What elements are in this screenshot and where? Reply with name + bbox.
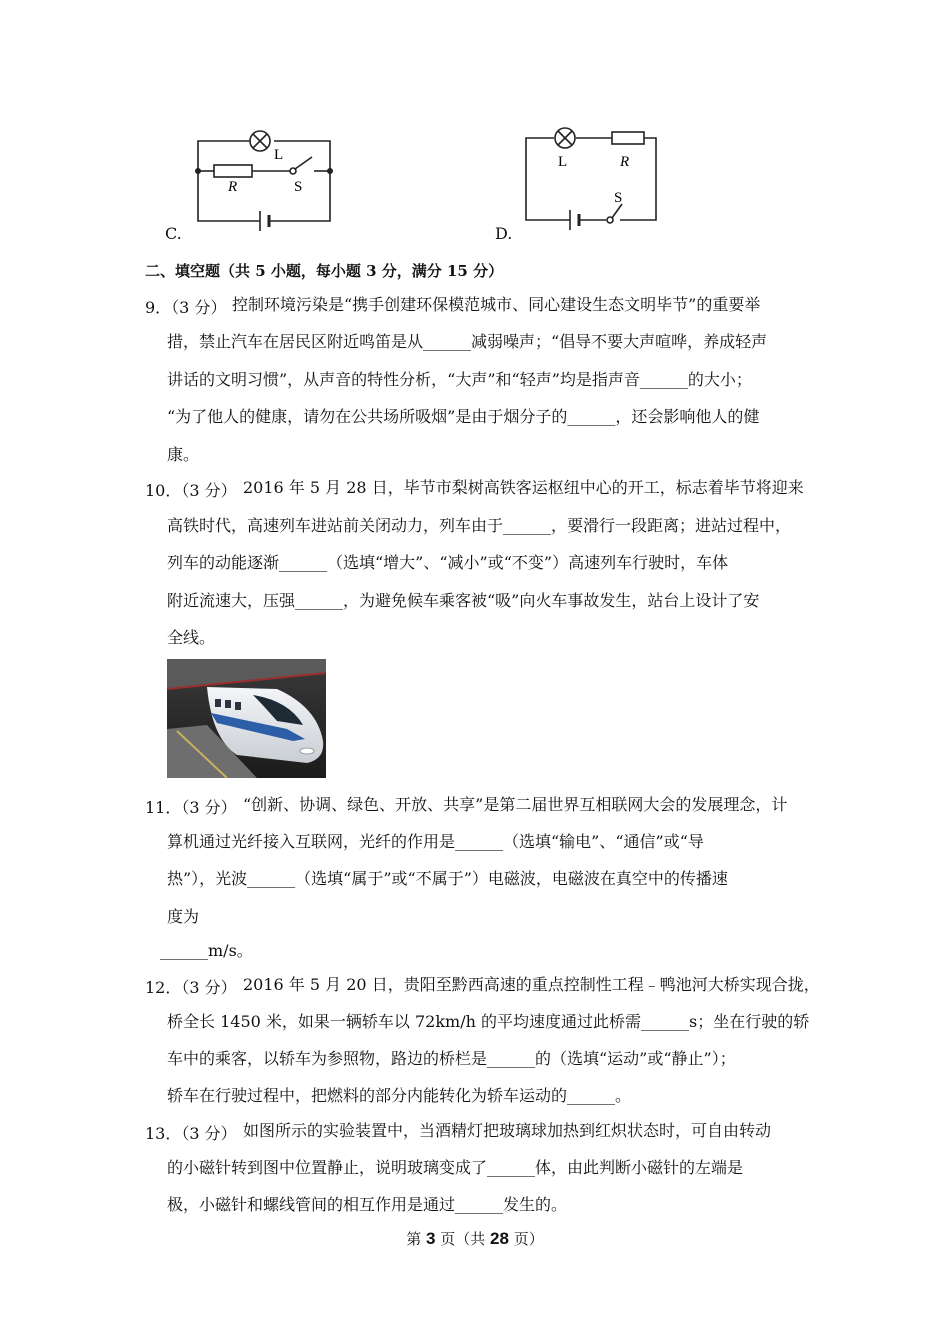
q10-line-5: 全线。 (167, 628, 216, 647)
q11-line-5: ______m/s。 (160, 941, 253, 960)
q10-line-2: 高铁时代，高速列车进站前关闭动力，列车由于______，要滑行一段距离；进站过程中， (167, 516, 792, 535)
q9-line-4: “为了他人的健康，请勿在公共场所吸烟”是由于烟分子的______，还会影响他人的健 (167, 407, 760, 426)
q9-line-1: 控制环境污染是“携手创建环保模范城市、同心建设生态文明毕节”的重要举 (232, 295, 761, 314)
footer-page-number: 3 (426, 1229, 436, 1248)
q13-line-1: 如图所示的实验装置中，当酒精灯把玻璃球加热到红炽状态时，可自由转动 (243, 1121, 772, 1140)
q11-line-1: “创新、协调、绿色、开放、共享”是第二届世界互相联网大会的发展理念，计 (243, 795, 788, 814)
q9-line-5: 康。 (167, 445, 200, 464)
lamp-label-c: L (274, 147, 284, 163)
q12-line-3: 车中的乘客，以轿车为参照物，路边的桥栏是______的（选填“运动”或“静止”）； (167, 1049, 736, 1068)
resistor-label-d: R (620, 154, 630, 170)
q9-line-2: 措，禁止汽车在居民区附近鸣笛是从______减弱噪声；“倡导不要大声喧哗，养成轻声 (167, 332, 768, 351)
q12-line-4: 轿车在行驶过程中，把燃料的部分内能转化为轿车运动的______。 (167, 1086, 632, 1105)
question-number-10: 10．（3 分） (145, 481, 237, 500)
question-number-13: 13．（3 分） (145, 1124, 237, 1143)
q12-line-1: 2016 年 5 月 20 日，贵阳至黔西高速的重点控制性工程﹣鸭池河大桥实现合拢， (243, 975, 820, 994)
q10-line-3: 列车的动能逐渐______（选填“增大”、“减小”或“不变”）高速列车行驶时，车体 (167, 553, 729, 572)
option-c-label: C. (165, 224, 182, 243)
page-footer (0, 1228, 950, 1249)
q12-line-2: 桥全长 1450 米，如果一辆轿车以 72km/h 的平均速度通过此桥需______s；坐在行驶的轿 (167, 1012, 810, 1031)
question-number-9: 9．（3 分） (145, 298, 227, 317)
option-d-label: D. (495, 224, 513, 243)
q9-line-3: 讲话的文明习惯”，从声音的特性分析，“大声”和“轻声”均是指声音______的大小； (167, 370, 752, 389)
footer-total-pages: 28 (490, 1229, 509, 1248)
q11-line-3: 热”），光波______（选填“属于”或“不属于”）电磁波，电磁波在真空中的传播速 (167, 869, 728, 888)
q10-line-1: 2016 年 5 月 28 日，毕节市梨树高铁客运枢纽中心的开工，标志着毕节将迎来 (243, 478, 804, 497)
footer-prefix: 第 (406, 1230, 427, 1248)
question-number-12: 12．（3 分） (145, 978, 237, 997)
footer-middle: 页（共 (435, 1230, 491, 1248)
switch-label-d: S (614, 190, 623, 206)
lamp-label-d: L (558, 154, 568, 170)
q13-line-2: 的小磁针转到图中位置静止，说明玻璃变成了______体，由此判断小磁针的左端是 (167, 1158, 744, 1177)
footer-suffix: 页） (508, 1230, 544, 1248)
circuit-diagram-d (520, 122, 665, 234)
q11-line-4: 度为 (167, 907, 200, 926)
high-speed-train-photo (167, 659, 326, 778)
circuit-diagram-c (190, 125, 340, 235)
question-number-11: 11．（3 分） (145, 798, 237, 817)
q11-line-2: 算机通过光纤接入互联网，光纤的作用是______（选填“输电”、“通信”或“导 (167, 832, 704, 851)
switch-label-c: S (294, 179, 303, 195)
resistor-label-c: R (228, 179, 238, 195)
q13-line-3: 极，小磁针和螺线管间的相互作用是通过______发生的。 (167, 1195, 568, 1214)
section-title: 二、填空题（共 5 小题，每小题 3 分，满分 15 分） (145, 262, 504, 280)
q10-line-4: 附近流速大，压强______，为避免候车乘客被“吸”向火车事故发生，站台上设计了安 (167, 591, 760, 610)
